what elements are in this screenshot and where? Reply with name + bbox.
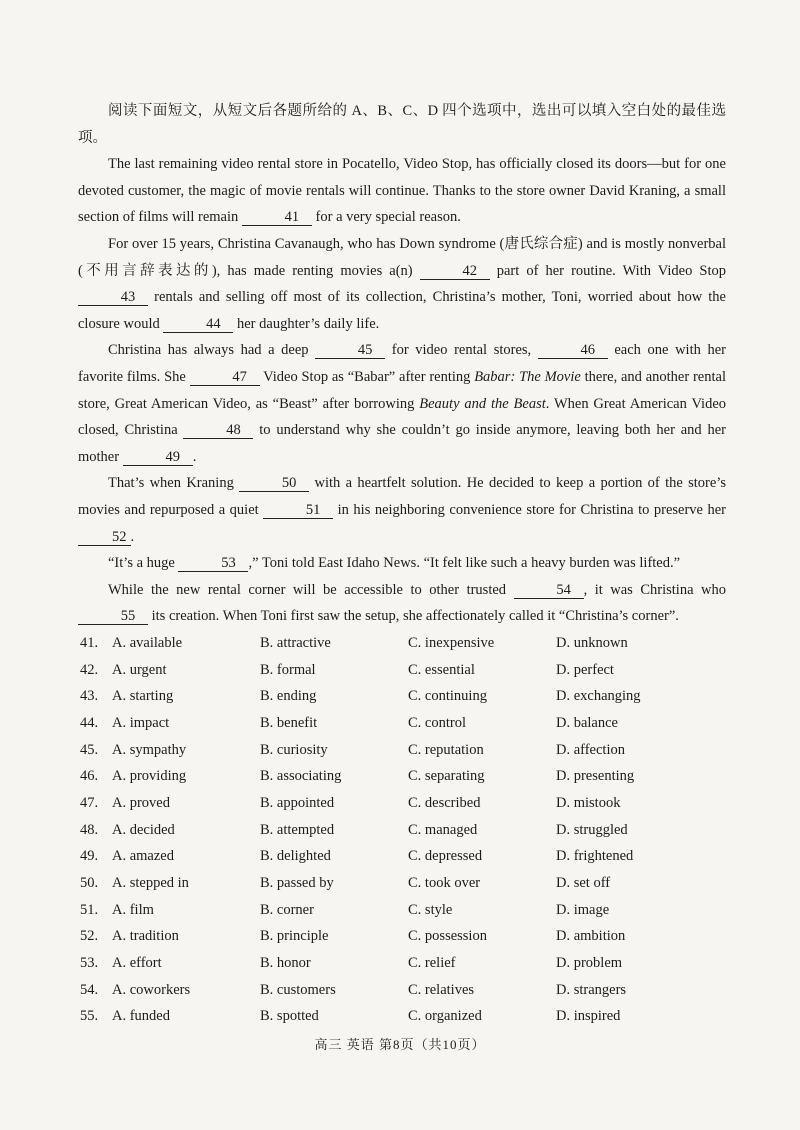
instructions: 阅读下面短文，从短文后各题所给的 A、B、C、D 四个选项中，选出可以填入空白处的最佳选项。 [78, 103, 726, 146]
option-a[interactable]: A. film [112, 901, 154, 918]
option-a[interactable]: A. funded [112, 1008, 170, 1025]
option-b[interactable]: B. attempted [260, 821, 335, 838]
question-row [80, 844, 740, 871]
blank-45[interactable]: 45 [315, 342, 385, 359]
option-d[interactable]: D. strangers [556, 981, 627, 998]
paragraph-1: The last remaining video rental store in Pocatello, Video Stop, has officially closed its doors—but for one devoted customer, the magic of movie rentals will continue. Thanks to the store owner David Kraning, a small section of films will remain 41 for a very special reason. [78, 156, 726, 226]
blank-47[interactable]: 47 [190, 369, 260, 386]
movie-title-babar: Babar: The Movie [474, 368, 581, 385]
option-b[interactable]: B. customers [260, 981, 336, 998]
option-d[interactable]: D. set off [556, 875, 611, 892]
option-d[interactable]: D. affection [556, 741, 625, 758]
question-row [80, 710, 740, 737]
option-d[interactable]: D. image [556, 901, 610, 918]
option-c[interactable]: C. relatives [408, 981, 475, 998]
movie-title-beauty: Beauty and the Beast [419, 395, 546, 412]
option-a[interactable]: A. urgent [112, 661, 167, 678]
question-row [80, 683, 740, 710]
option-c[interactable]: C. organized [408, 1008, 482, 1025]
blank-53[interactable]: 53 [178, 555, 248, 572]
question-number: 42. [80, 661, 99, 678]
question-row [80, 657, 740, 684]
paragraph-2: For over 15 years, Christina Cavanaugh, who has Down syndrome (唐氏综合症) and is mostly nonverbal (不用言辞表达的), has made renting movies a(n) 42 part of her routine. With Video Stop 43 rentals and selling off most of its collection, Christina’s mother, Toni, worried about how the closure would 44 her daughter’s daily life. [78, 235, 726, 332]
blank-46[interactable]: 46 [538, 342, 608, 359]
question-number: 43. [80, 688, 99, 705]
blank-41[interactable]: 41 [242, 209, 312, 226]
option-d[interactable]: D. ambition [556, 928, 626, 945]
option-a[interactable]: A. proved [112, 794, 170, 811]
question-number: 41. [80, 634, 99, 651]
option-d[interactable]: D. presenting [556, 768, 635, 785]
option-b[interactable]: B. principle [260, 928, 329, 945]
question-row [80, 737, 740, 764]
option-c[interactable]: C. possession [408, 928, 487, 945]
option-b[interactable]: B. associating [260, 768, 342, 785]
option-b[interactable]: B. spotted [260, 1008, 319, 1025]
option-c[interactable]: C. relief [408, 955, 456, 972]
option-a[interactable]: A. starting [112, 688, 174, 705]
question-number: 48. [80, 821, 99, 838]
blank-51[interactable]: 51 [263, 502, 333, 519]
option-a[interactable]: A. stepped in [112, 875, 189, 892]
paragraph-5: “It’s a huge 53 ,” Toni told East Idaho News. “It felt like such a heavy burden was lifted.” [108, 555, 681, 572]
option-b[interactable]: B. passed by [260, 875, 334, 892]
question-number: 53. [80, 955, 99, 972]
question-number: 45. [80, 741, 99, 758]
option-d[interactable]: D. frightened [556, 848, 634, 865]
answer-options [80, 630, 740, 1030]
option-c[interactable]: C. continuing [408, 688, 487, 705]
question-number: 46. [80, 768, 99, 785]
option-c[interactable]: C. managed [408, 821, 478, 838]
blank-44[interactable]: 44 [163, 316, 233, 333]
blank-48[interactable]: 48 [183, 422, 253, 439]
blank-49[interactable]: 49 [123, 449, 193, 466]
option-b[interactable]: B. formal [260, 661, 316, 678]
option-a[interactable]: A. decided [112, 821, 175, 838]
option-c[interactable]: C. control [408, 714, 466, 731]
blank-55[interactable]: 55 [78, 608, 148, 625]
option-b[interactable]: B. appointed [260, 794, 335, 811]
option-a[interactable]: A. providing [112, 768, 187, 785]
question-number: 54. [80, 981, 99, 998]
option-d[interactable]: D. struggled [556, 821, 628, 838]
page-footer: 高三 英语 第8页（共10页） [314, 1037, 486, 1052]
option-a[interactable]: A. tradition [112, 928, 179, 945]
paragraph-4: That’s when Kraning 50 with a heartfelt solution. He decided to keep a portion of the store’s movies and repurposed a quiet 51 in his neighboring convenience store for Christina to preserve her 52 . [78, 475, 727, 545]
option-b[interactable]: B. honor [260, 955, 311, 972]
option-b[interactable]: B. attractive [260, 634, 331, 651]
option-b[interactable]: B. curiosity [260, 741, 328, 758]
option-b[interactable]: B. delighted [260, 848, 331, 865]
option-c[interactable]: C. depressed [408, 848, 483, 865]
paragraph-6: While the new rental corner will be accessible to other trusted 54 , it was Christina who 55 its creation. When Toni first saw the setup, she affectionately called it “Christina’s corner”. [78, 577, 726, 630]
option-c[interactable]: C. described [408, 794, 481, 811]
cloze-passage [78, 98, 726, 630]
option-c[interactable]: C. reputation [408, 741, 484, 758]
question-row [80, 950, 740, 977]
option-d[interactable]: D. perfect [556, 661, 614, 678]
question-row [80, 1004, 740, 1031]
option-b[interactable]: B. corner [260, 901, 314, 918]
option-d[interactable]: D. exchanging [556, 688, 641, 705]
option-a[interactable]: A. available [112, 634, 183, 651]
question-row [80, 763, 740, 790]
option-b[interactable]: B. ending [260, 688, 317, 705]
blank-43[interactable]: 43 [78, 289, 148, 306]
option-d[interactable]: D. unknown [556, 634, 628, 651]
blank-42[interactable]: 42 [420, 263, 490, 280]
option-a[interactable]: A. impact [112, 714, 170, 731]
paragraph-3: Christina has always had a deep 45 for video rental stores, 46 each one with her favorite films. She 47 Video Stop as “Babar” after renting Babar: The Movie there, and another rental store, Great American Video, as “Beast” after borrowing Beauty and the Beast. When Great American Video closed, Christina 48 to understand why she couldn’t go inside anymore, leaving both her and her mother 49 . [78, 342, 727, 465]
question-row [80, 790, 740, 817]
option-a[interactable]: A. amazed [112, 848, 174, 865]
question-number: 55. [80, 1008, 99, 1025]
question-number: 50. [80, 875, 99, 892]
question-number: 47. [80, 794, 99, 811]
question-number: 51. [80, 901, 99, 918]
blank-50[interactable]: 50 [239, 475, 309, 492]
option-d[interactable]: D. mistook [556, 794, 621, 811]
option-a[interactable]: A. coworkers [112, 981, 191, 998]
option-c[interactable]: C. essential [408, 661, 475, 678]
option-d[interactable]: D. balance [556, 714, 618, 731]
question-row [80, 817, 740, 844]
question-row [80, 977, 740, 1004]
option-a[interactable]: A. sympathy [112, 741, 187, 758]
question-row [80, 630, 740, 657]
question-number: 44. [80, 714, 99, 731]
option-c[interactable]: C. took over [408, 875, 481, 892]
option-d[interactable]: D. inspired [556, 1008, 621, 1025]
question-number: 49. [80, 848, 99, 865]
option-b[interactable]: B. benefit [260, 714, 318, 731]
option-c[interactable]: C. inexpensive [408, 634, 495, 651]
option-c[interactable]: C. separating [408, 768, 485, 785]
question-number: 52. [80, 928, 99, 945]
blank-54[interactable]: 54 [514, 582, 584, 599]
option-a[interactable]: A. effort [112, 955, 162, 972]
blank-52[interactable]: 52 [78, 529, 131, 546]
question-row [80, 897, 740, 924]
question-row [80, 870, 740, 897]
option-c[interactable]: C. style [408, 901, 453, 918]
option-d[interactable]: D. problem [556, 955, 623, 972]
question-row [80, 924, 740, 951]
